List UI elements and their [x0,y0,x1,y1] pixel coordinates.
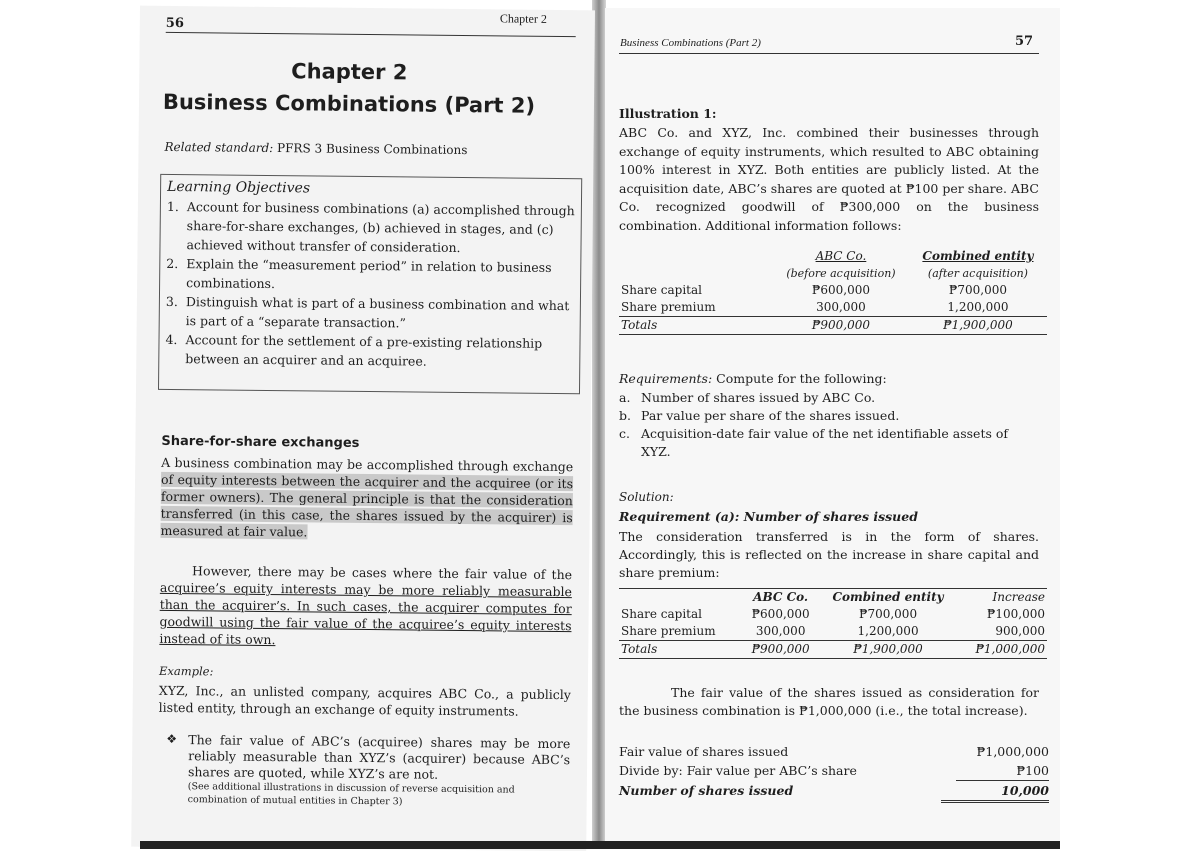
t2-head-combined: Combined entity [832,590,944,604]
t1-col1-head: ABC Co. [815,249,867,263]
section-heading: Share-for-share exchanges [161,433,360,451]
objective-item: 4. Account for the settlement of a pre-existing relationship between an acquirer and an acquiree. [165,331,543,369]
header-rule-left [166,32,576,37]
page-number-right: 57 [1015,34,1034,49]
requirements-label: Requirements: [619,371,713,386]
illustration-heading: Illustration 1: [619,106,717,121]
paragraph-1 [160,454,573,543]
para1-first-line: A business combination may be accomplished through exchange [161,454,574,475]
requirements-intro-text: Compute for the following: [716,371,887,386]
t1-col2-head: Combined entity [922,249,1034,263]
paragraph-2 [159,562,572,651]
related-standard-value: PFRS 3 Business Combinations [277,141,468,158]
example-bullet [166,732,571,810]
table-row: Share capital ₱600,000 ₱700,000 [621,283,1007,297]
left-page [131,6,595,851]
objective-item: 3. Distinguish what is part of a business combination and what is part of a “separate transaction.” [165,293,570,331]
shares-calculation [619,742,1049,803]
learning-objectives-box [158,174,582,394]
objective-item: 2. Explain the “measurement period” in relation to business combinations. [166,255,552,292]
example-label: Example: [158,663,214,679]
related-standard-label: Related standard: [164,139,274,156]
list-item: a. Number of shares issued by ABC Co. [619,390,876,405]
table-row: Share premium 300,000 1,200,000 900,000 [621,624,1045,638]
bullet-text: The fair value of ABC’s (acquiree) shares may be more reliably measurable than XYZ’s (acquirer) because ABC’s shares are quoted, while XYZ’s are not. [187,732,571,782]
para2-underlined: acquiree’s equity interests may be more reliably measurable than the acquirer’s. In such cases, the acquirer computes for goodwill using the fair value of the acquiree’s equity interests instead of its own. [159,579,572,648]
req-a-heading: Requirement (a): Number of shares issued [619,509,918,524]
bullet-note: (See additional illustrations in discussion of reverse acquisition and combination of mutual entities in Chapter 3) [187,781,515,808]
table-row: Share premium 300,000 1,200,000 [621,300,1009,314]
para1-highlighted: of equity interests between the acquirer and the acquiree (or its former owners). The general principle is that the consideration transferred (in this case, the shares issued by the acquirer) is measured at fair value. [160,471,574,540]
t1-col2-sub: (after acquisition) [927,267,1028,280]
para2-first-line: However, there may be cases where the fair value of the [192,563,573,583]
solution-label: Solution: [619,490,674,504]
objectives-list [159,197,581,372]
table-total-row: Totals ₱900,000 ₱1,900,000 [619,317,1047,335]
calc-row: Divide by: Fair value per ABC’s share ₱100 [619,761,1049,781]
fair-value-note: The fair value of the shares issued as consideration for the business combination is ₱1,000,000 (i.e., the total increase). [619,685,1039,718]
illustration-text: ABC Co. and XYZ, Inc. combined their businesses through exchange of equity instruments, which resulted to ABC obtaining 100% interest in XYZ. Both entities are publicly listed. At the acquisition date, ABC’s shares are quoted at ₱100 per share. ABC Co. recognized goodwill of ₱300,000 on the business combination. Additional information follows: [619,125,1039,233]
objective-item: 1. Account for business combinations (a) accomplished through share-for-share exchanges, (b) achieved in stages, and (c) achieved without transfer of consideration. [166,198,575,255]
running-header-right: Business Combinations (Part 2) [620,37,761,49]
list-item: c. Acquisition-date fair value of the net identifiable assets of XYZ. [619,426,1009,459]
list-item: b. Par value per share of the shares issued. [619,408,900,423]
objectives-heading: Learning Objectives [167,178,311,197]
calc-row: Fair value of shares issued ₱1,000,000 [619,744,1049,759]
example-text: XYZ, Inc., an unlisted company, acquires ABC Co., a publicly listed entity, through an exchange of equity instruments. [158,682,571,719]
table-total-row: Totals ₱900,000 ₱1,900,000 ₱1,000,000 [619,641,1047,659]
diamond-bullet-icon: ❖ [166,731,178,747]
book-gutter [592,0,606,849]
right-page [605,8,1060,849]
t1-col1-sub: (before acquisition) [786,267,896,280]
table-row: Share capital ₱600,000 ₱700,000 ₱100,000 [621,607,1045,621]
req-a-text: The consideration transferred is in the form of shares. Accordingly, this is reflected on the increase in share capital and share premium: [619,529,1039,580]
t2-head-abc: ABC Co. [753,590,809,604]
requirements-list [619,389,1039,461]
running-header-left: Chapter 2 [499,11,547,26]
chapter-title: Business Combinations (Part 2) [162,89,536,118]
page-number-left: 56 [165,15,184,32]
t2-head-increase: Increase [992,590,1045,604]
calc-result-row: Number of shares issued 10,000 [619,781,1049,803]
page-bottom-shadow [140,841,1060,849]
requirements-intro [619,370,1039,387]
related-standard [164,140,467,157]
table-increase [619,588,1047,659]
table-before-after [619,248,1047,335]
header-rule-right [619,53,1039,54]
chapter-label: Chapter 2 [291,59,408,85]
